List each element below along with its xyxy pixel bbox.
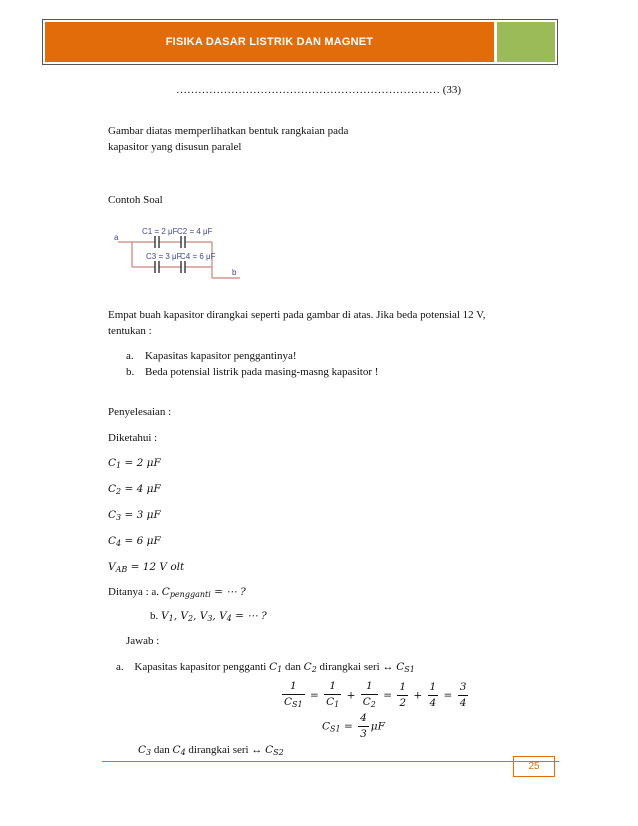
list-item-text: Beda potensial listrik pada masing-masng kapasitor ! xyxy=(145,366,379,378)
capacitor-c4-label: C4 = 6 μF xyxy=(180,252,216,261)
page-number: 25 xyxy=(513,756,555,777)
list-marker: a. xyxy=(126,350,134,362)
capacitor-c1-label: C1 = 2 μF xyxy=(142,227,178,236)
ditanya-a: Ditanya : a. $C_{pengganti}$ = ⋯ ? xyxy=(108,586,246,599)
node-a-label: a xyxy=(114,233,119,242)
step-a-text: a. Kapasitas kapasitor pengganti $C_1$ dan $C_2$ dirangkai seri ↔ $C_{S1}$ xyxy=(116,661,415,674)
capacitor-c3-label: C3 = 3 μF xyxy=(146,252,182,261)
given-vab: $V_{AB} = 12$ V olt xyxy=(108,561,185,574)
jawab-label: Jawab : xyxy=(126,635,160,647)
footer-rule xyxy=(102,761,559,762)
equation-number: (33) xyxy=(442,84,462,96)
ditanya-b: b. $V_1$, $V_2$, $V_3$, $V_4$ = ⋯ ? xyxy=(150,610,267,623)
problem-item-a xyxy=(126,350,297,362)
step-b-text: $C_3$ dan $C_4$ dirangkai seri ↔ $C_{S2}$ xyxy=(138,744,284,757)
header-accent-block xyxy=(497,22,555,62)
paragraph-line-2: kapasitor yang disusun paralel xyxy=(108,141,242,153)
cs1-result: $C_{S1}$ = $\frac{4}{3}$ μF xyxy=(322,712,385,740)
section-heading-contoh-soal: Contoh Soal xyxy=(108,194,163,206)
list-item-text: Kapasitas kapasitor penggantinya! xyxy=(145,350,297,362)
solution-heading: Penyelesaian : xyxy=(108,406,172,418)
paragraph-line-1: Gambar diatas memperlihatkan bentuk rangkaian pada xyxy=(108,125,349,137)
problem-line-1: Empat buah kapasitor dirangkai seperti pada gambar di atas. Jika beda potensial 12 V, xyxy=(108,309,486,321)
given-c3: $C_3 = 3$ μF xyxy=(108,509,161,522)
list-marker: b. xyxy=(126,366,135,378)
equation-dots: ……………………………………………………………… xyxy=(176,84,440,96)
series-equation: $\frac{1}{C_{S1}}$ = $\frac{1}{C_1}$ + $\frac{1}{C_2}$ = $\frac{1}{2}$ + $\frac{1}{4}$ = $\frac{3}{4}$ xyxy=(284,680,467,709)
given-c1: $C_1 = 2$ μF xyxy=(108,457,161,470)
problem-item-b xyxy=(126,366,379,378)
equation-reference xyxy=(176,84,461,96)
capacitor-circuit-diagram xyxy=(112,222,252,287)
given-c2: $C_2 = 4$ μF xyxy=(108,483,161,496)
problem-line-2: tentukan : xyxy=(108,325,152,337)
header-title: FISIKA DASAR LISTRIK DAN MAGNET xyxy=(165,36,374,48)
diketahui-label: Diketahui : xyxy=(108,432,158,444)
capacitor-c2-label: C2 = 4 μF xyxy=(177,227,213,236)
node-b-label: b xyxy=(232,268,237,277)
given-c4: $C_4 = 6$ μF xyxy=(108,535,161,548)
